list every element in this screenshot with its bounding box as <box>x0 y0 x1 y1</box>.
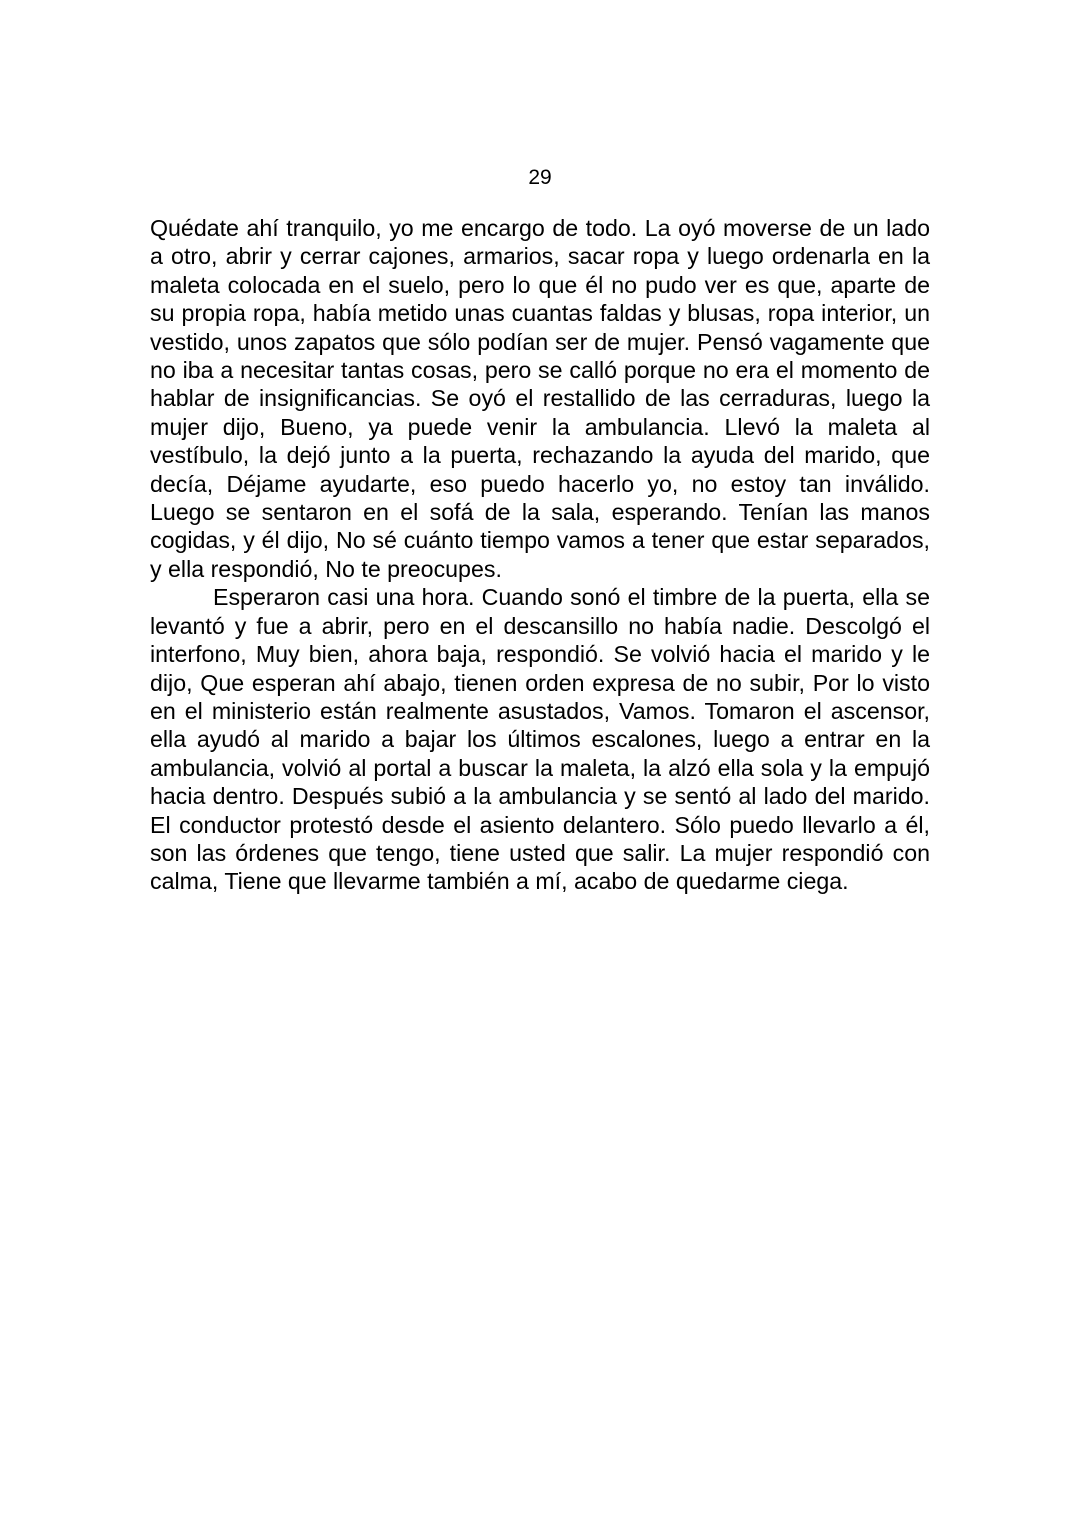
body-text <box>150 214 930 896</box>
page-number: 29 <box>528 166 552 189</box>
paragraph-1: Quédate ahí tranquilo, yo me encargo de todo. La oyó moverse de un lado a otro, abrir y cerrar cajones, armarios, sacar ropa y luego ordenarla en la maleta colocada en el suelo, pero lo que él no pudo ver es que, aparte de su propia ropa, había metido unas cuantas faldas y blusas, ropa interior, un vestido, unos zapatos que sólo podían ser de mujer. Pensó vagamente que no iba a necesitar tantas cosas, pero se calló porque no era el momento de hablar de insignificancias. Se oyó el restallido de las cerraduras, luego la mujer dijo, Bueno, ya puede venir la ambulancia. Llevó la maleta al vestíbulo, la dejó junto a la puerta, rechazando la ayuda del marido, que decía, Déjame ayudarte, eso puedo hacerlo yo, no estoy tan inválido. Luego se sentaron en el sofá de la sala, esperando. Tenían las manos cogidas, y él dijo, No sé cuánto tiempo vamos a tener que estar separados, y ella respondió, No te preocupes. <box>150 215 930 582</box>
paragraph-2: Esperaron casi una hora. Cuando sonó el timbre de la puerta, ella se levantó y fue a abrir, pero en el descansillo no había nadie. Descolgó el interfono, Muy bien, ahora baja, respondió. Se volvió hacia el marido y le dijo, Que esperan ahí abajo, tienen orden expresa de no subir, Por lo visto en el ministerio están realmente asustados, Vamos. Tomaron el ascensor, ella ayudó al marido a bajar los últimos escalones, luego a entrar en la ambulancia, volvió al portal a buscar la maleta, la alzó ella sola y la empujó hacia dentro. Después subió a la ambulancia y se sentó al lado del marido. El conductor protestó desde el asiento delantero. Sólo puedo llevarlo a él, son las órdenes que tengo, tiene usted que salir. La mujer respondió con calma, Tiene que llevarme también a mí, acabo de quedarme ciega. <box>150 584 930 895</box>
